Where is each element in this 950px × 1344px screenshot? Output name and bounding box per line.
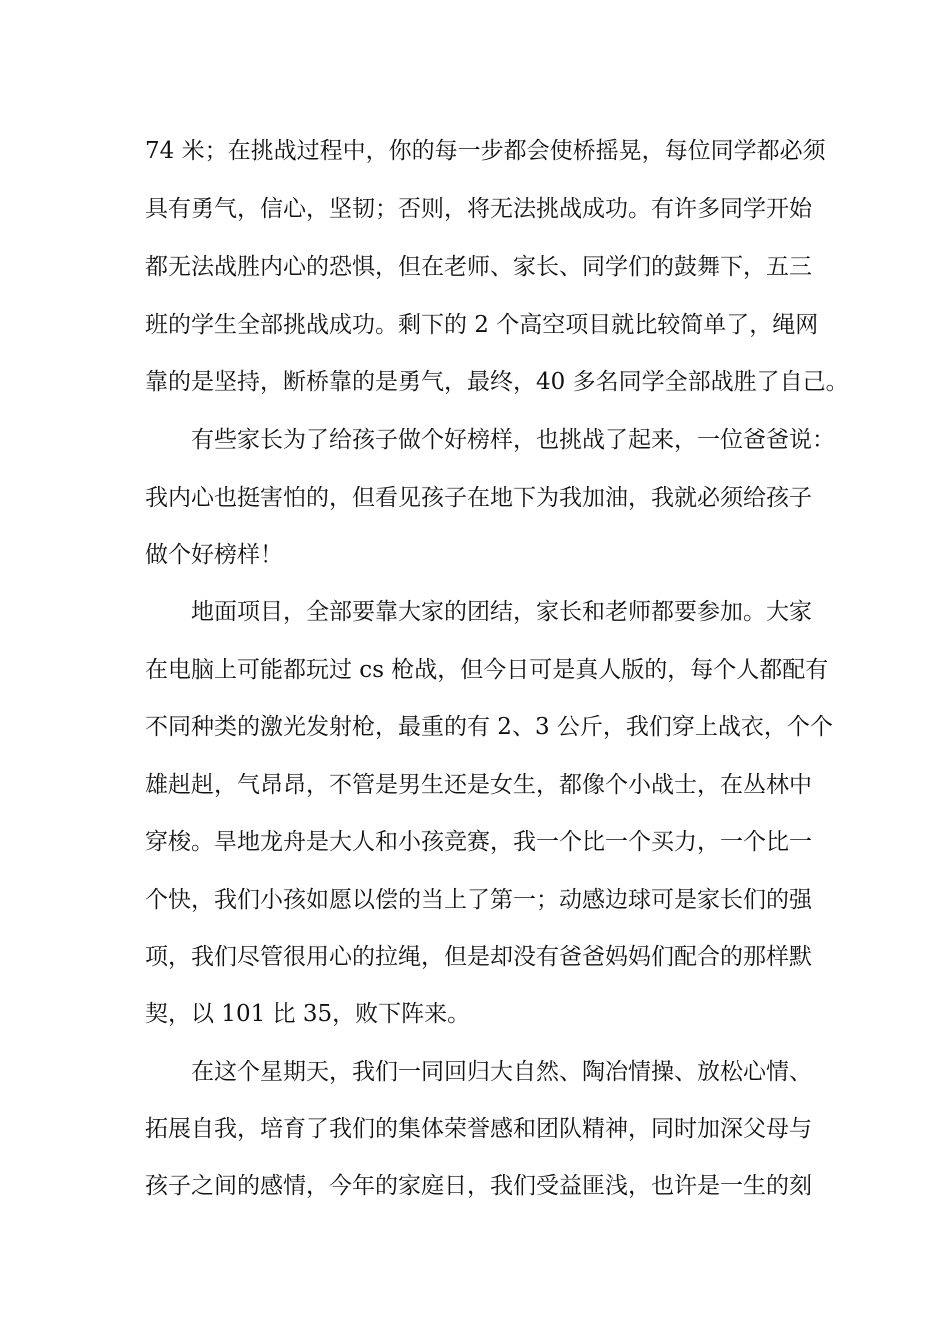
text-line: 穿梭。旱地龙舟是大人和小孩竞赛，我一个比一个买力，一个比一 [145, 829, 812, 855]
text-line: 拓展自我，培育了我们的集体荣誉感和团队精神，同时加深父母与 [145, 1116, 812, 1142]
text-line: 契，以 101 比 35，败下阵来。 [145, 1001, 471, 1027]
text-line: 雄赳赳，气昂昂，不管是男生还是女生，都像个小战士，在丛林中 [145, 772, 812, 798]
paragraph-first-line: 地面项目，全部要靠大家的团结，家长和老师都要参加。大家 [191, 599, 812, 625]
text-line: 具有勇气，信心，坚韧；否则，将无法挑战成功。有许多同学开始 [145, 196, 812, 222]
paragraph-first-line: 有些家长为了给孩子做个好榜样，也挑战了起来，一位爸爸说： [191, 427, 835, 453]
text-line: 项，我们尽管很用心的拉绳，但是却没有爸爸妈妈们配合的那样默 [145, 944, 812, 970]
text-line: 不同种类的激光发射枪，最重的有 2、3 公斤，我们穿上战衣，个个 [145, 714, 833, 740]
text-line: 个快，我们小孩如愿以偿的当上了第一；动感边球可是家长们的强 [145, 887, 812, 913]
text-line: 孩子之间的感情，今年的家庭日，我们受益匪浅，也许是一生的刻 [145, 1173, 812, 1199]
text-line: 做个好榜样！ [145, 542, 283, 568]
text-line: 我内心也挺害怕的，但看见孩子在地下为我加油，我就必须给孩子 [145, 485, 812, 511]
text-line: 靠的是坚持，断桥靠的是勇气，最终，40 多名同学全部战胜了自己。 [145, 369, 849, 395]
text-line: 74 米；在挑战过程中，你的每一步都会使桥摇晃，每位同学都必须 [145, 138, 826, 164]
paragraph-first-line: 在这个星期天，我们一同回归大自然、陶冶情操、放松心情、 [191, 1059, 812, 1085]
text-line: 都无法战胜内心的恐惧，但在老师、家长、同学们的鼓舞下，五三 [145, 254, 812, 280]
text-line: 在电脑上可能都玩过 cs 枪战，但今日可是真人版的，每个人都配有 [145, 657, 829, 683]
text-line: 班的学生全部挑战成功。剩下的 2 个高空项目就比较简单了，绳网 [145, 312, 819, 338]
